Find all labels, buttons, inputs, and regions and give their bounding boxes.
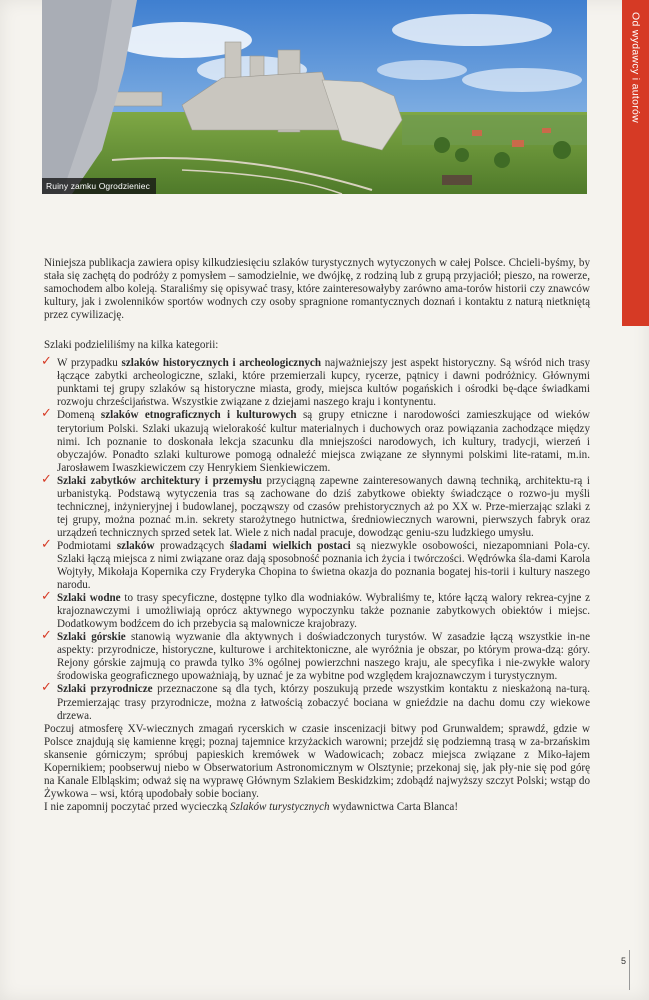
checkmark-icon: ✓ (41, 589, 52, 605)
checkmark-icon: ✓ (41, 406, 52, 422)
category-item: ✓ Szlaki zabytków architektury i przemysłu przyciągną zapewne zainteresowanych dawną techniką, architektu-rą i urbanistyką. Podstawą wytyczenia tras są zachowane do dziś zabytkowe obiekty świadczące o rozwo-ju myśli technicznej, inżynieryjnej i budowlanej, począwszy od czasów prehistorycznych aż po XX w. Prze-mierzając szlaki z tej grupy, można poznać m.in. sekrety starożytnego hutnictwa, średniowiecznych warowni, pierwszych fabryk oraz urządzeń technicznych sprzed setek lat. Wiele z nich nadal pracuje, dowodząc geniu-szu ludzkiego umysłu. (41, 471, 590, 539)
closing-line: I nie zapomnij poczytać przed wycieczką Szlaków turystycznych wydawnictwa Carta Blanca! (44, 800, 459, 813)
photo-caption: Ruiny zamku Ogrodzieniec (42, 178, 156, 194)
footer-rule (629, 950, 630, 990)
section-tab (622, 0, 649, 326)
category-item: ✓ Domeną szlaków etnograficznych i kulturowych są grupy etniczne i narodowości zamieszkujące od wieków terytorium Polski. Szlaki ukazują wielorakość kultur materialnych i duchowych oraz powiązania zachodzące między nimi. Ich poznanie to doskonała lekcja szacunku dla mniejszości narodowych, ich kultury, tradycji, wierzeń i obyczajów. Ponadto szlaki kulturowe pomogą odnaleźć miejsca związane ze słynnymi polskimi lite-ratami, m.in. Jarosławem Iwaszkiewiczem czy Henrykiem Sienkiewiczem. (41, 406, 591, 474)
category-item: ✓ Szlaki górskie stanowią wyzwanie dla aktywnych i doświadczonych turystów. W zasadzie łączą wszystkie in-ne aspekty: przyrodnicze, historyczne, kulturowe i architektoniczne, ale wyróżnia je obszar, po którym prowa-dzą: góry. Rejony górskie zajmują co prawda tylko 3% ogólnej powierzchni naszego kraju, ale specyfika i nie-zwykłe walory środowiska geograficznego upoważniają, by uznać je za wybitne pod względem krajoznawczym i turystycznym. (41, 628, 590, 683)
castle-ruins-illustration (42, 0, 587, 194)
checkmark-icon: ✓ (41, 536, 52, 552)
checkmark-icon: ✓ (41, 354, 52, 370)
intro-paragraph: Niniejsza publikacja zawiera opisy kilkudziesięciu szlaków turystycznych wytyczonych w całej Polsce. Chcieli-byśmy, by stała się zachętą do podróży z pomysłem – samodzielnie, we dwójkę, z rodziną lub z grupą przyjaciół; pieszo, na rowerze, samochodem albo koleją. Staraliśmy się opisywać trasy, które zainteresowałyby zarówno ama-torów historii czy znawców kultury, jak i zwolenników sportów wodnych czy osoby spragnione romantycznych doznań i kontaktu z naturą nietkniętą przez cywilizację. (44, 257, 590, 322)
category-item: ✓ W przypadku szlaków historycznych i archeologicznych najważniejszy jest aspekt historyczny. Są wśród nich trasy łączące zabytki archeologiczne, szlaki, które przemierzali kupcy, rycerze, pątnicy i dawni podróżnicy. Głównymi punktami tej grupy szlaków są historyczne miasta, grody, miejsca kultów pogańskich i ośrodki bę-dące świadkami rozwoju chrześcijaństwa. Wszystkie związane z dziejami naszego kraju i kontynentu. (41, 354, 590, 409)
category-item: ✓ Szlaki wodne to trasy specyficzne, dostępne tylko dla wodniaków. Wybraliśmy te, które łączą walory rekrea-cyjne z krajoznawczymi i umożliwiają oprócz aktywnego wypoczynku także poznanie zabytkowych obiektów i miejsc. Dodatkowym bodźcem do ich przebycia są malownicze krajobrazy. (41, 589, 590, 631)
page-number: 5 (620, 956, 626, 966)
checkmark-icon: ✓ (41, 471, 52, 487)
checkmark-icon: ✓ (41, 628, 52, 644)
section-tab-label: Od wydawcy i autorów (629, 12, 642, 124)
castle-photo (42, 0, 587, 194)
category-item: ✓ Podmiotami szlaków prowadzących śladami wielkich postaci są niezwykle osobowości, niezapomniani Pola-cy. Szlaki łączą miejsca z nimi związane oraz dają sposobność poznania ich życia i twórczości. Wędrówka śla-dami Karola Wojtyły, Mikołaja Kopernika czy Fryderyka Chopina to świetna okazja do poznania bogatej his-torii i kultury naszego narodu. (41, 536, 591, 592)
outro-paragraph: Poczuj atmosferę XV-wiecznych zmagań rycerskich w czasie inscenizacji bitwy pod Grunwaldem; sprawdź, gdzie w Polsce znajdują się kamienne kręgi; poznaj tajemnice krzyżackich warowni; przejdź się podziemną trasą w za-brzańskim skansenie górniczym; spróbuj papieskich kremówek w Wadowicach; zobacz miejsca związane z Miko-łajem Kopernikiem; poobserwuj niebo w Obserwatorium Astronomicznym w Olsztynie; przekonaj się, jak pły-nie się pod górę na Kanale Elbląskim; odważ się na wyprawę Głównym Szlakiem Beskidzkim; zdobądź najwyższy szczyt Polski; wstąp do Żywkowa – wsi, którą upodobały sobie bociany. (44, 722, 590, 800)
category-item: ✓ Szlaki przyrodnicze przeznaczone są dla tych, którzy poszukują przede wszystkim kontaktu z nieskażoną na-turą. Przemierzając trasy przyrodnicze, można z łatwością zobaczyć bociana w gnieździe na dachu domu czy wiekowe drzewa. (41, 680, 590, 722)
checkmark-icon: ✓ (41, 680, 52, 696)
article-body (41, 257, 591, 814)
categories-intro: Szlaki podzieliliśmy na kilka kategorii: (44, 339, 219, 352)
